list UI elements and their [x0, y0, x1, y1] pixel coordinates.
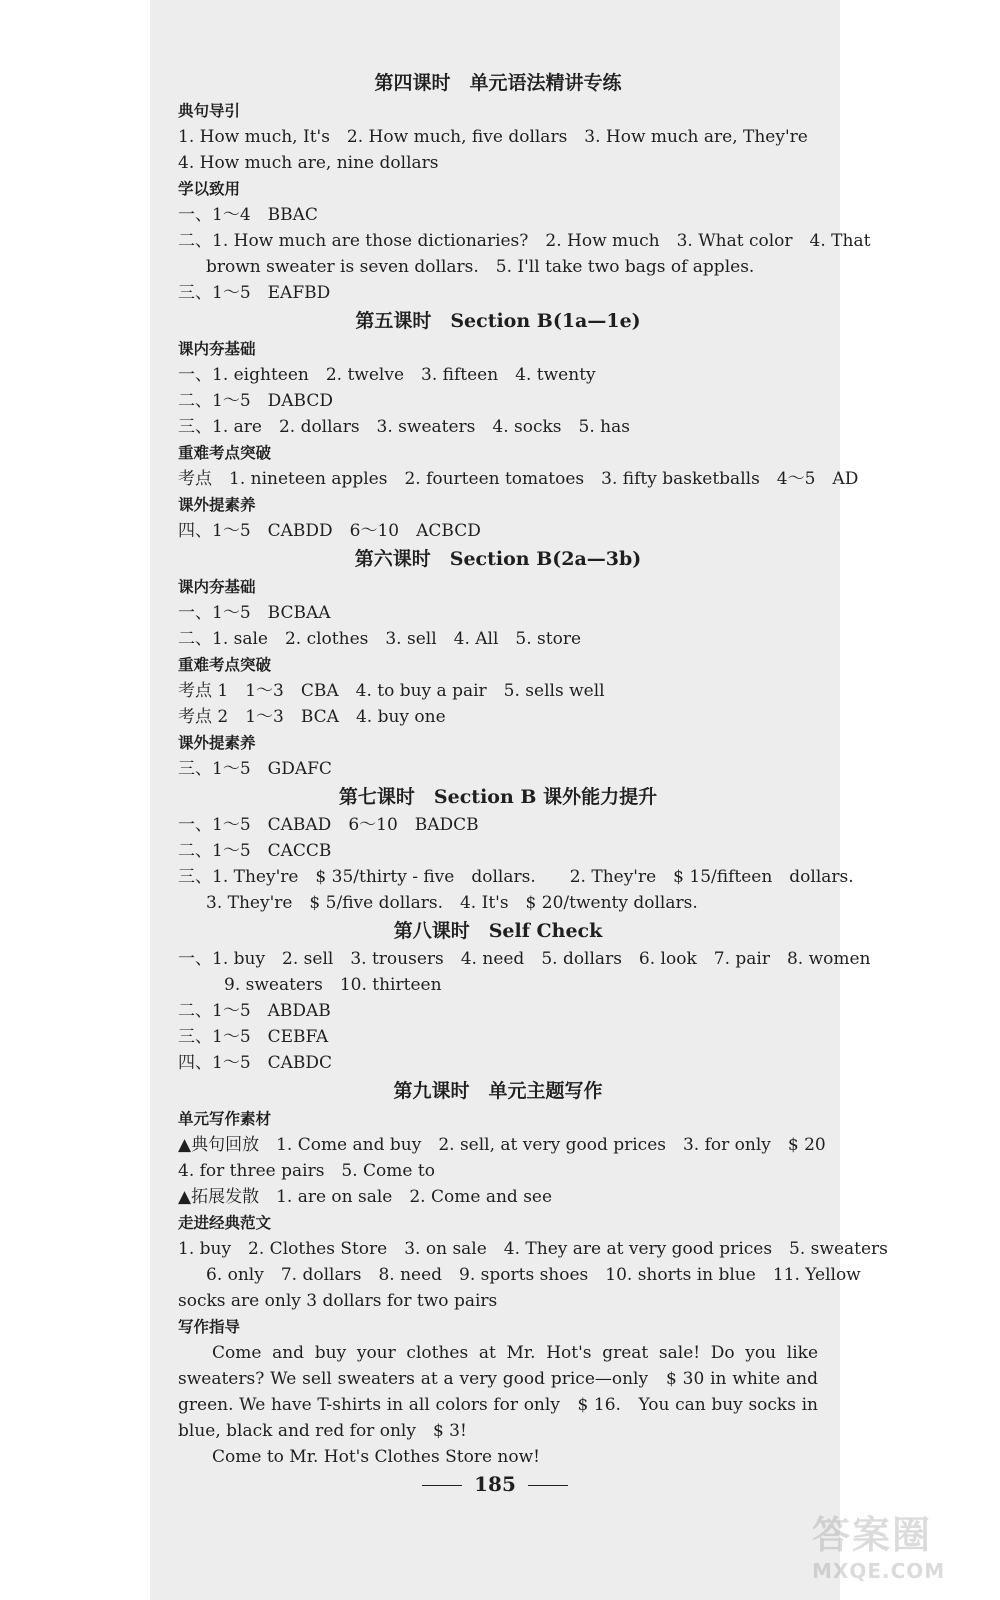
lesson6-sub-2: 重难考点突破 — [178, 656, 272, 674]
lesson7-title: 第七课时 Section B 课外能力提升 — [338, 786, 658, 808]
lesson6-line-1: 一、1～5 BCBAA — [178, 603, 331, 623]
lesson4-line-3: 一、1～4 BBAC — [178, 205, 318, 225]
lesson4-title: 第四课时 单元语法精讲专练 — [374, 72, 622, 94]
lesson4-line-6: 三、1～5 EAFBD — [178, 283, 331, 303]
lesson8-line-2: 9. sweaters 10. thirteen — [224, 975, 442, 995]
lesson4-sub-1: 典句导引 — [178, 102, 241, 120]
lesson9-line-4: 1. buy 2. Clothes Store 3. on sale 4. They are at very good prices 5. sweaters — [178, 1239, 888, 1259]
lesson6-title: 第六课时 Section B(2a—3b) — [354, 548, 642, 570]
page-number-text: 185 — [474, 1472, 516, 1496]
lesson5-line-1: 一、1. eighteen 2. twelve 3. fifteen 4. twenty — [178, 365, 596, 385]
lesson9-title: 第九课时 单元主题写作 — [393, 1080, 603, 1102]
lesson4-line-1: 1. How much, It's 2. How much, five dollars 3. How much are, They're — [178, 127, 808, 147]
lesson4-line-5: brown sweater is seven dollars. 5. I'll take two bags of apples. — [206, 257, 755, 277]
lesson8-title: 第八课时 Self Check — [393, 920, 603, 942]
page-number-dash-right — [528, 1485, 568, 1486]
page-number — [150, 1472, 840, 1496]
lesson9-sub-1: 单元写作素材 — [178, 1110, 272, 1128]
lesson9-sub-2: 走进经典范文 — [178, 1214, 272, 1232]
lesson5-sub-1: 课内夯基础 — [178, 340, 256, 358]
lesson8-line-4: 三、1～5 CEBFA — [178, 1027, 329, 1047]
lesson9-line-2: 4. for three pairs 5. Come to — [178, 1161, 435, 1181]
lesson8-line-3: 二、1～5 ABDAB — [178, 1001, 331, 1021]
lesson5-line-5: 四、1～5 CABDD 6～10 ACBCD — [178, 521, 481, 541]
page-content — [178, 68, 888, 1470]
page-number-dash-left — [422, 1485, 462, 1486]
lesson8-line-1: 一、1. buy 2. sell 3. trousers 4. need 5. dollars 6. look 7. pair 8. women — [178, 949, 871, 969]
lesson5-line-3: 三、1. are 2. dollars 3. sweaters 4. socks 5. has — [178, 417, 630, 437]
lesson5-line-2: 二、1～5 DABCD — [178, 391, 333, 411]
lesson6-sub-3: 课外提素养 — [178, 734, 256, 752]
lesson9-line-3: ▲拓展发散 1. are on sale 2. Come and see — [178, 1187, 553, 1207]
lesson7-line-3: 三、1. They're $ 35/thirty - five dollars. 2. They're $ 15/fifteen dollars. — [178, 867, 854, 887]
lesson6-sub-1: 课内夯基础 — [178, 578, 256, 596]
lesson6-line-5: 三、1～5 GDAFC — [178, 759, 332, 779]
lesson5-sub-3: 课外提素养 — [178, 496, 256, 514]
lesson6-line-3: 考点 1 1～3 CBA 4. to buy a pair 5. sells well — [178, 681, 605, 701]
lesson7-line-4: 3. They're $ 5/five dollars. 4. It's $ 20/twenty dollars. — [206, 893, 698, 913]
lesson4-sub-2: 学以致用 — [178, 180, 241, 198]
watermark-url: MXQE.COM — [812, 1559, 946, 1583]
lesson9-line-5: 6. only 7. dollars 8. need 9. sports shoes 10. shorts in blue 11. Yellow — [206, 1265, 861, 1285]
lesson7-line-2: 二、1～5 CACCB — [178, 841, 332, 861]
lesson7-line-1: 一、1～5 CABAD 6～10 BADCB — [178, 815, 479, 835]
lesson6-line-4: 考点 2 1～3 BCA 4. buy one — [178, 707, 446, 727]
lesson9-sub-3: 写作指导 — [178, 1318, 241, 1336]
lesson4-line-4: 二、1. How much are those dictionaries? 2. How much 3. What color 4. That — [178, 231, 871, 251]
lesson6-line-2: 二、1. sale 2. clothes 3. sell 4. All 5. store — [178, 629, 582, 649]
watermark-logo — [812, 1504, 992, 1594]
writing-sample-closing: Come to Mr. Hot's Clothes Store now! — [212, 1447, 540, 1467]
lesson5-title: 第五课时 Section B(1a—1e) — [355, 310, 641, 332]
lesson9-line-1: ▲典句回放 1. Come and buy 2. sell, at very good prices 3. for only $ 20 — [178, 1135, 826, 1155]
lesson5-line-4: 考点 1. nineteen apples 2. fourteen tomatoes 3. fifty basketballs 4～5 AD — [178, 469, 859, 489]
lesson5-sub-2: 重难考点突破 — [178, 444, 272, 462]
watermark-title: 答案圈 — [812, 1513, 933, 1557]
lesson8-line-5: 四、1～5 CABDC — [178, 1053, 333, 1073]
lesson4-line-2: 4. How much are, nine dollars — [178, 153, 439, 173]
writing-sample-paragraph: Come and buy your clothes at Mr. Hot's great sale! Do you like sweaters? We sell sweaters at a very good price—only $ 30 in white and green. We have T-shirts in all colors for only $ 16. You can buy socks in blue, black and red for only $ 3! — [178, 1343, 818, 1441]
lesson9-line-6: socks are only 3 dollars for two pairs — [178, 1291, 498, 1311]
